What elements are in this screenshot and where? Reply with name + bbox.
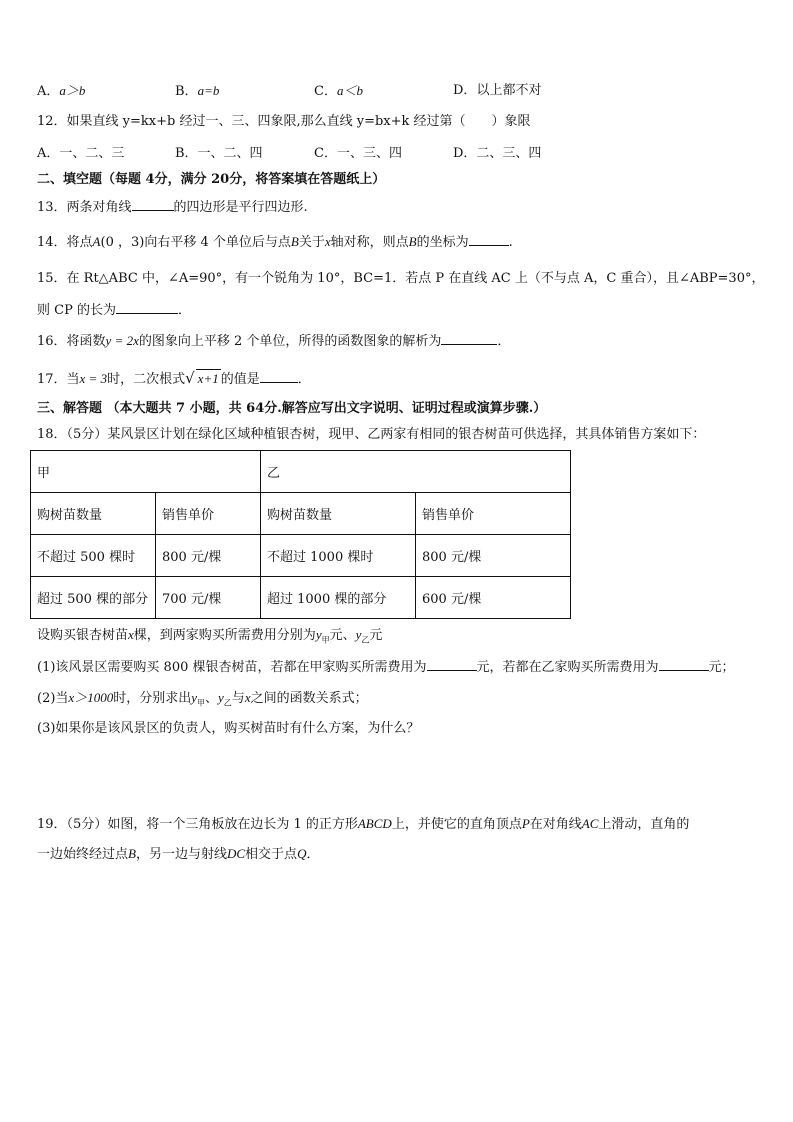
q19-text: 19．（5分）如图，将一个三角板放在边长为 1 的正方形 [37, 817, 358, 832]
table-cell: 购树苗数量 [261, 493, 416, 535]
price-table [30, 450, 571, 619]
q18-text: 元 [369, 628, 383, 643]
table-cell: 不超过 1000 棵时 [261, 535, 416, 577]
option-label: B． [175, 84, 198, 99]
q17-text: 时，二次根式 [107, 372, 186, 387]
q19-text: 一边始终经过点 [37, 847, 129, 862]
q18-text: 元、 [329, 628, 356, 643]
function-expr: y = 2x [105, 333, 139, 348]
q15-text: 则 CP 的长为 [37, 303, 116, 318]
q14-text: 轴对称，则点 [330, 235, 409, 250]
q13 [37, 198, 308, 217]
subscript: 乙 [361, 635, 370, 645]
q18-part1 [37, 658, 735, 677]
var-y-yi: y [218, 690, 224, 705]
q11-option-d [453, 82, 541, 100]
option-expr: a＜b [336, 83, 363, 98]
var-x: x [244, 690, 251, 705]
var-x: x [128, 627, 134, 642]
section2-title: 二、填空题（每题 4分，满分 20分，将答案填在答题纸上） [37, 172, 386, 187]
condition-expr: x = 3 [79, 371, 108, 386]
q11-option-c [314, 82, 363, 101]
ray-dc: DC [226, 846, 246, 861]
subscript: 乙 [223, 698, 232, 708]
table-cell: 600 元/棵 [416, 577, 571, 619]
q18-part3: (3)如果你是该风景区的负责人，购买树苗时有什么方案，为什么？ [37, 721, 420, 736]
table-cell: 购树苗数量 [31, 493, 156, 535]
q17 [37, 369, 311, 389]
q19-text: 相交于点 [245, 847, 298, 862]
answer-blank[interactable] [260, 370, 298, 383]
point-b: B [408, 234, 417, 249]
table-cell: 销售单价 [156, 493, 261, 535]
q19-line1 [37, 815, 689, 834]
q16 [37, 332, 510, 351]
answer-blank[interactable] [132, 198, 174, 211]
q19-text: 上滑动，直角的 [598, 817, 690, 832]
q18-text: 元； [708, 660, 735, 675]
q18-text: 时，分别求出 [113, 691, 192, 706]
q18-part2 [37, 689, 368, 713]
q16-text: 16．将函数 [37, 334, 106, 349]
q19-text: ，另一边与射线 [135, 847, 227, 862]
q12-option-d: D．二、三、四 [453, 146, 542, 161]
q14-text: 的坐标为 [416, 235, 469, 250]
q12-option-a: A．一、二、三 [37, 146, 125, 161]
q18-stem: 18．（5分）某风景区计划在绿化区域种植银杏树，现甲、乙两家有相同的银杏树苗可供选择，其具体销售方案如下： [37, 427, 706, 442]
option-expr: a=b [197, 83, 220, 98]
q18-text: (2)当 [37, 691, 69, 706]
q12-stem: 12．如果直线 y=kx+b 经过一、三、四象限,那么直线 y=bx+k 经过第（ ）象限 [37, 114, 531, 129]
subscript: 甲 [321, 635, 330, 645]
table-cell: 700 元/棵 [156, 577, 261, 619]
q14-text: . [508, 235, 513, 250]
point-b: B [128, 846, 136, 861]
q15-text: ． [177, 303, 191, 318]
table-header-jia: 甲 [31, 451, 261, 493]
answer-blank[interactable] [427, 658, 477, 671]
q14-text: 向右平移 4 个单位后与点 [144, 235, 291, 250]
q14-text: 关于 [298, 235, 325, 250]
q18-text: 棵，到两家购买所需费用分别为 [133, 628, 316, 643]
q19-line2 [37, 845, 319, 864]
q15-line1: 15．在 Rt△ABC 中，∠A=90°，有一个锐角为 10°，BC=1．若点 P 在直线 AC 上（不与点 A，C 重合），且∠ABP=30°， [37, 271, 765, 286]
point-q: Q [297, 846, 307, 861]
table-cell: 超过 1000 棵的部分 [261, 577, 416, 619]
q18-text: 与 [231, 691, 245, 706]
answer-blank[interactable] [659, 658, 709, 671]
point-coords: (0 ，3) [100, 235, 145, 250]
q17-text: 的值是 [220, 372, 260, 387]
table-row [31, 577, 571, 619]
q13-text: 的四边形是平行四边形. [173, 200, 308, 215]
answer-blank[interactable] [116, 301, 178, 314]
radicand: x+1 [197, 371, 219, 386]
q16-text: ． [497, 334, 511, 349]
option-expr: a＞b [59, 83, 86, 98]
q14-text: 14．将点 [37, 235, 93, 250]
q18-setup [37, 626, 382, 650]
answer-blank[interactable] [469, 233, 509, 246]
table-subheader-row [31, 493, 571, 535]
point-b: B [290, 234, 299, 249]
table-header-yi: 乙 [261, 451, 571, 493]
axis-x: x [324, 234, 331, 249]
option-label: A． [37, 84, 60, 99]
q13-text: 13．两条对角线 [37, 200, 132, 215]
point-p: P [521, 816, 530, 831]
q18-text: 之间的函数关系式； [250, 691, 368, 706]
condition-expr: x＞1000 [68, 690, 114, 705]
option-text: 以上都不对 [476, 83, 542, 98]
square-abcd: ABCD [357, 816, 392, 831]
section3-title: 三、解答题 （本大题共 7 小题，共 64分.解答应写出文字说明、证明过程或演算步骤.） [37, 401, 547, 416]
q11-option-a [37, 82, 85, 101]
q17-text: ． [297, 372, 311, 387]
option-label: C． [314, 84, 337, 99]
q17-text: 17．当 [37, 372, 80, 387]
q14 [37, 233, 513, 252]
table-cell: 不超过 500 棵时 [31, 535, 156, 577]
q11-option-b [175, 82, 219, 101]
q12-option-c: C．一、三、四 [314, 146, 402, 161]
point-a: A [92, 234, 101, 249]
answer-blank[interactable] [441, 332, 497, 345]
q19-text: 上，并使它的直角顶点 [391, 817, 522, 832]
q19-text: ． [306, 847, 320, 862]
sqrt-icon: √ [185, 369, 195, 387]
table-header-row [31, 451, 571, 493]
table-cell: 800 元/棵 [156, 535, 261, 577]
table-cell: 超过 500 棵的部分 [31, 577, 156, 619]
q12-option-b: B．一、二、四 [175, 146, 263, 161]
q18-text: 元，若都在乙家购买所需费用为 [476, 660, 659, 675]
option-label: D． [453, 83, 477, 98]
table-row [31, 535, 571, 577]
q18-text: (1)该风景区需要购买 800 棵银杏树苗，若都在甲家购买所需费用为 [37, 660, 427, 675]
table-cell: 800 元/棵 [416, 535, 571, 577]
diagonal-ac: AC [581, 816, 599, 831]
var-y-jia: y [315, 627, 322, 642]
q16-text: 的图象向上平移 2 个单位，所得的函数图象的解析为 [138, 334, 442, 349]
var-y-yi: y [355, 627, 362, 642]
q18-text: 设购买银杏树苗 [37, 628, 129, 643]
q18-text: 、 [205, 691, 219, 706]
subscript: 甲 [197, 698, 205, 708]
q19-text: 在对角线 [529, 817, 582, 832]
q15-line2 [37, 301, 191, 320]
var-y-jia: y [191, 690, 197, 705]
table-cell: 销售单价 [416, 493, 571, 535]
